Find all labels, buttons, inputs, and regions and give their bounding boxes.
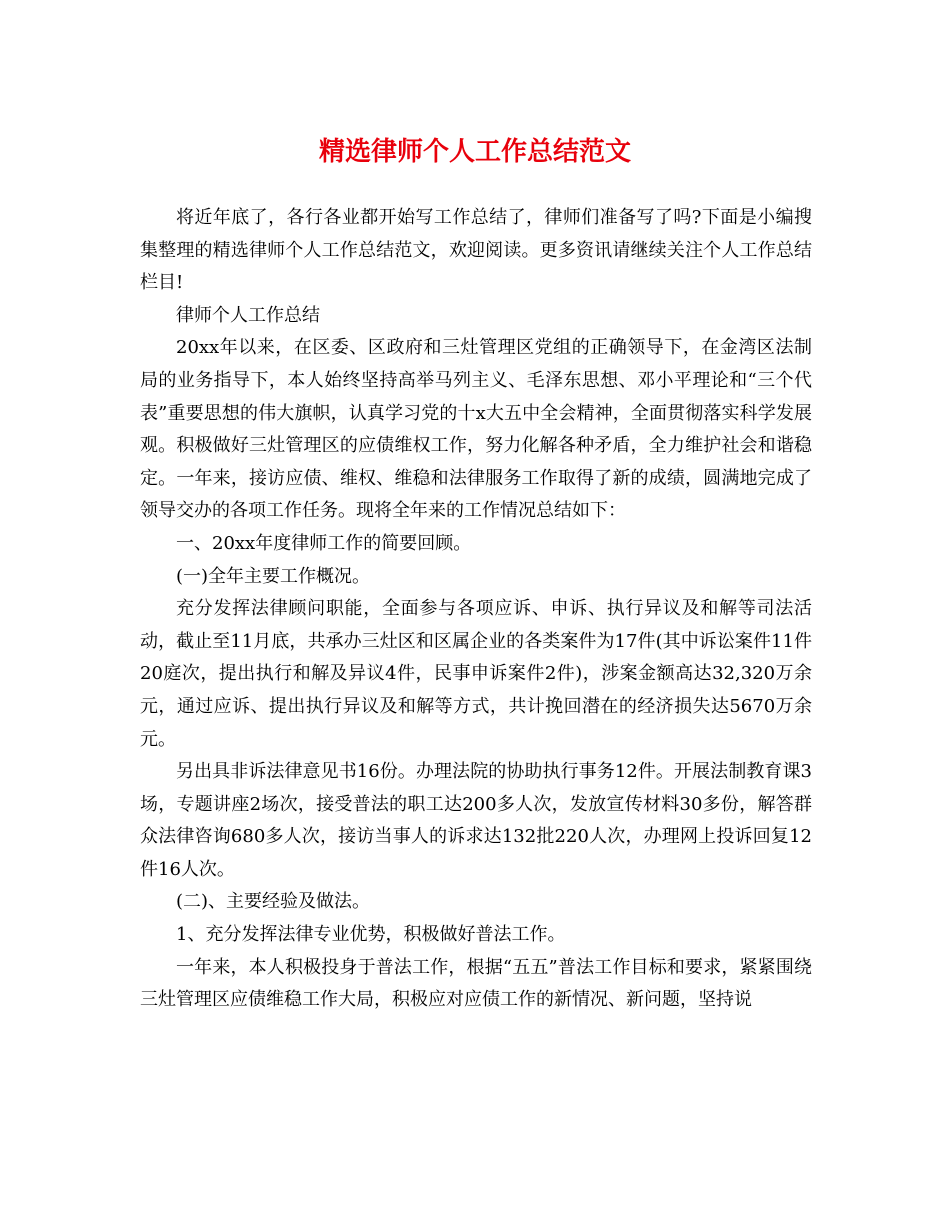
document-body (140, 202, 812, 1017)
item-heading: 1、充分发挥法律专业优势，积极做好普法工作。 (176, 924, 566, 946)
intro-paragraph: 将近年底了，各行各业都开始写工作总结了，律师们准备写了吗?下面是小编搜集整理的精选律师个人工作总结范文，欢迎阅读。更多资讯请继续关注个人工作总结栏目! (140, 207, 812, 294)
document-title: 精选律师个人工作总结范文 (318, 137, 631, 167)
body-paragraph: 充分发挥法律顾问职能，全面参与各项应诉、申诉、执行异议及和解等司法活动，截止至11月底，共承办三灶区和区属企业的各类案件为17件(其中诉讼案件11件20庭次，提出执行和解及异议4件，民事申诉案件2件)，涉案金额高达32,320万余元，通过应诉、提出执行异议及和解等方式，共计挽回潜在的经济损失达5670万余元。 (140, 598, 812, 750)
subsection-heading: (二)、主要经验及做法。 (176, 891, 371, 913)
section-heading: 一、20xx年度律师工作的简要回顾。 (176, 532, 472, 554)
body-paragraph: 20xx年以来，在区委、区政府和三灶管理区党组的正确领导下，在金湾区法制局的业务指导下，本人始终坚持高举马列主义、毛泽东思想、邓小平理论和“三个代表”重要思想的伟大旗帜，认真学习党的十x大五中全会精神，全面贯彻落实科学发展观。积极做好三灶管理区的应债维权工作，努力化解各种矛盾，全力维护社会和谐稳定。一年来，接访应债、维权、维稳和法律服务工作取得了新的成绩，圆满地完成了领导交办的各项工作任务。现将全年来的工作情况总结如下： (140, 337, 812, 522)
body-paragraph: 一年来，本人积极投身于普法工作，根据“五五”普法工作目标和要求，紧紧围绕三灶管理区应债维稳工作大局，积极应对应债工作的新情况、新问题，坚持说 (140, 956, 812, 1011)
section-heading: 律师个人工作总结 (176, 304, 320, 326)
subsection-heading: (一)全年主要工作概况。 (176, 565, 371, 587)
body-paragraph: 另出具非诉法律意见书16份。办理法院的协助执行事务12件。开展法制教育课3场，专题讲座2场次，接受普法的职工达200多人次，发放宣传材料30多份，解答群众法律咨询680多人次，接访当事人的诉求达132批220人次，办理网上投诉回复12件16人次。 (140, 761, 812, 880)
